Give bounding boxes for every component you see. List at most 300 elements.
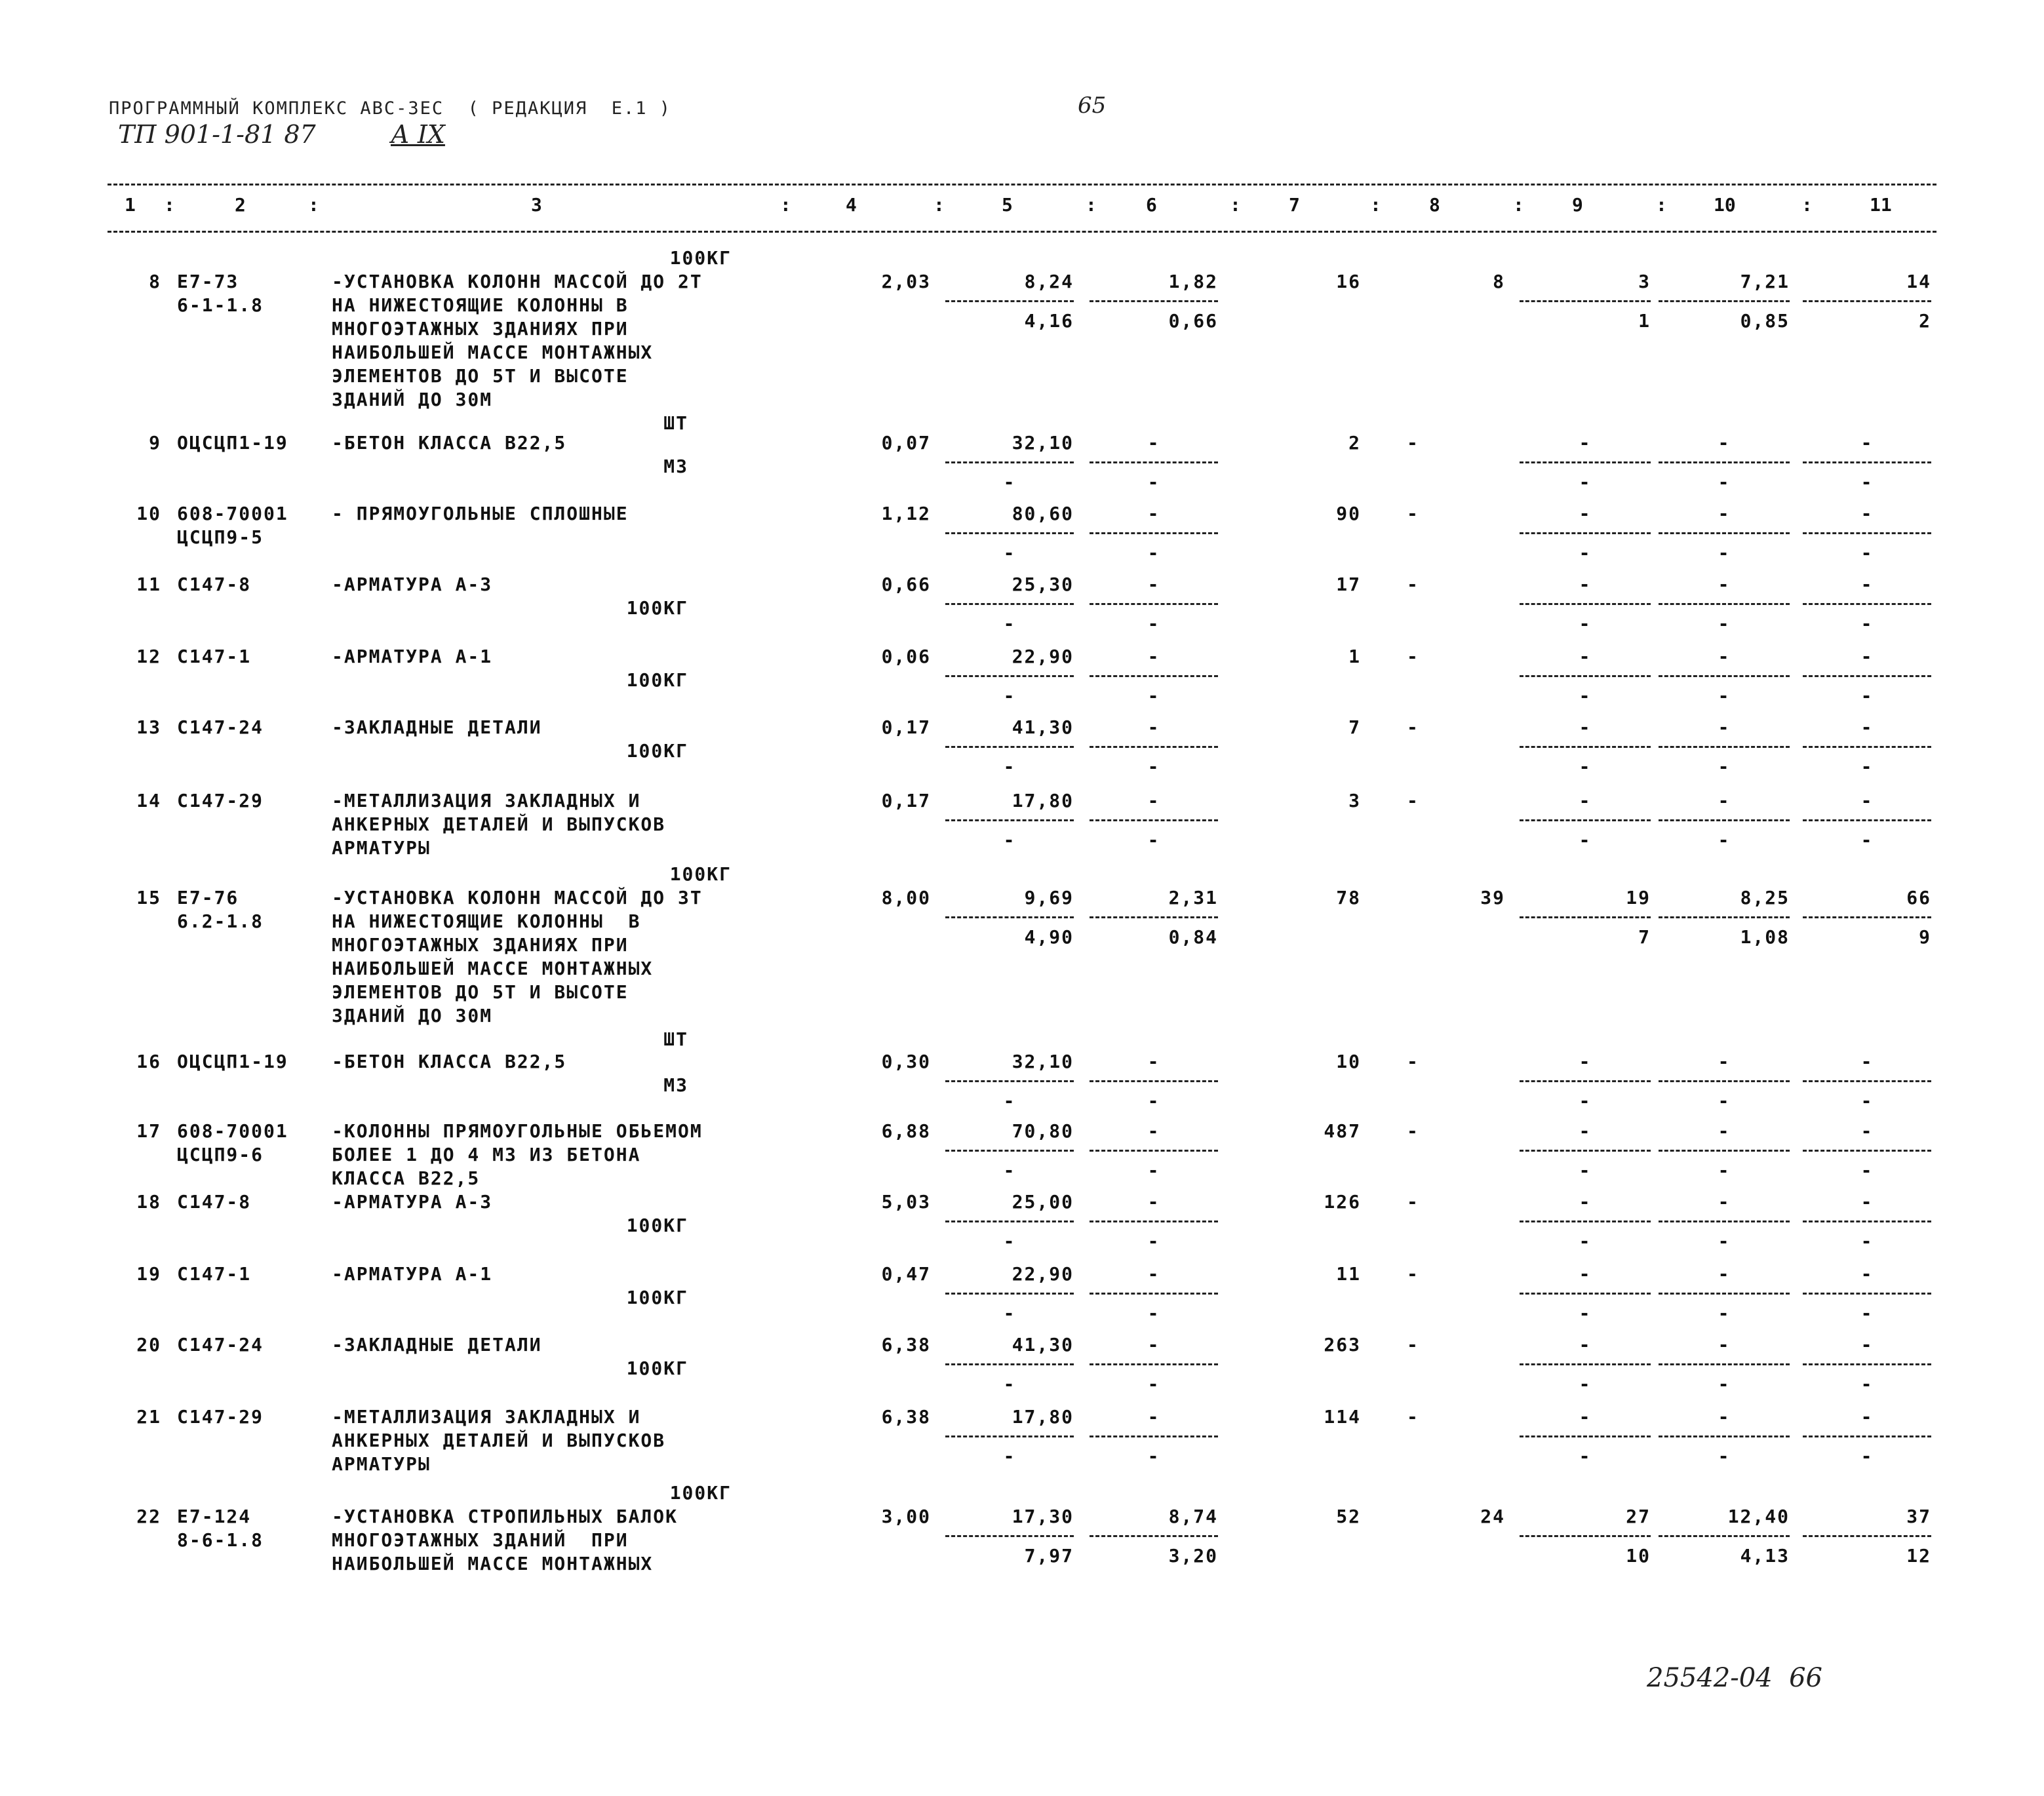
header-bottom-rule	[108, 231, 1936, 233]
col7-value: 3	[1348, 790, 1361, 811]
unit-label: М3	[663, 1074, 688, 1096]
unit-label: 100КГ	[669, 247, 732, 269]
unit-cost-fraction-line	[945, 1220, 1074, 1222]
quantity-value: 6,38	[881, 1406, 931, 1428]
col9-value-bottom: -	[1579, 1302, 1592, 1324]
col10-value-top: -	[1718, 1120, 1731, 1142]
col10-value-top: -	[1718, 1191, 1731, 1213]
unit-cost-top: 32,10	[1012, 1051, 1074, 1072]
col8-value: -	[1407, 716, 1419, 738]
column-separator: :	[1513, 194, 1524, 216]
wage-cost-fraction-line	[1090, 1435, 1218, 1437]
album-label: А IX	[391, 120, 445, 149]
column-header-4: 4	[846, 194, 857, 216]
col9-value-bottom: -	[1579, 542, 1592, 564]
col9-value-fraction-line	[1520, 916, 1651, 918]
wage-cost-bottom: -	[1147, 829, 1160, 851]
col11-value-top: -	[1860, 1051, 1874, 1072]
unit-label: ШТ	[663, 412, 688, 434]
row-number: 20	[136, 1334, 161, 1356]
col9-value-fraction-line	[1520, 819, 1651, 821]
wage-cost-fraction-line	[1090, 461, 1218, 463]
column-separator: :	[164, 194, 175, 216]
unit-cost-bottom: -	[1003, 1090, 1016, 1112]
unit-cost-top: 9,69	[1024, 887, 1074, 908]
col9-value-fraction-line	[1520, 1363, 1651, 1365]
work-description: -АРМАТУРА А-1	[332, 1263, 493, 1285]
column-header-5: 5	[1002, 194, 1013, 216]
col9-value-fraction-line	[1520, 746, 1651, 748]
col7-value: 7	[1348, 716, 1361, 738]
col11-value-top: -	[1860, 646, 1874, 667]
wage-cost-bottom: -	[1147, 1230, 1160, 1252]
work-description: -ЗАКЛАДНЫЕ ДЕТАЛИ	[332, 1334, 542, 1356]
col9-value-top: -	[1579, 1263, 1592, 1285]
col9-value-bottom: 10	[1626, 1545, 1651, 1567]
unit-cost-fraction-line	[945, 746, 1074, 748]
col11-value-bottom: -	[1860, 1090, 1874, 1112]
row-number: 16	[136, 1051, 161, 1072]
col10-value-bottom: -	[1718, 1445, 1731, 1467]
quantity-value: 0,66	[881, 574, 931, 595]
col9-value-bottom: -	[1579, 471, 1592, 493]
column-separator: :	[780, 194, 791, 216]
unit-cost-top: 22,90	[1012, 646, 1074, 667]
unit-cost-bottom: -	[1003, 829, 1016, 851]
col11-value-bottom: -	[1860, 1230, 1874, 1252]
col11-value-fraction-line	[1803, 532, 1931, 534]
col8-value: -	[1407, 646, 1419, 667]
column-header-7: 7	[1289, 194, 1300, 216]
work-description: -АРМАТУРА А-3	[332, 574, 493, 595]
resource-code: 608-70001	[177, 503, 288, 524]
wage-cost-bottom: 0,66	[1168, 310, 1218, 332]
wage-cost-top: -	[1147, 1191, 1160, 1213]
col9-value-bottom: -	[1579, 1373, 1592, 1395]
col10-value-bottom: -	[1718, 613, 1731, 634]
wage-cost-fraction-line	[1090, 1150, 1218, 1152]
col9-value-top: -	[1579, 503, 1592, 524]
col11-value-top: 37	[1906, 1506, 1931, 1527]
column-separator: :	[1230, 194, 1241, 216]
work-description: -ЗАКЛАДНЫЕ ДЕТАЛИ	[332, 716, 542, 738]
row-number: 12	[136, 646, 161, 667]
unit-cost-top: 22,90	[1012, 1263, 1074, 1285]
unit-cost-fraction-line	[945, 1535, 1074, 1537]
col10-value-bottom: -	[1718, 756, 1731, 777]
col10-value-fraction-line	[1659, 1293, 1790, 1295]
wage-cost-top: -	[1147, 503, 1160, 524]
wage-cost-bottom: -	[1147, 1445, 1160, 1467]
wage-cost-fraction-line	[1090, 1220, 1218, 1222]
col7-value: 17	[1336, 574, 1361, 595]
col11-value-bottom: -	[1860, 756, 1874, 777]
unit-cost-fraction-line	[945, 461, 1074, 463]
col10-value-bottom: -	[1718, 471, 1731, 493]
col10-value-fraction-line	[1659, 819, 1790, 821]
col10-value-bottom: -	[1718, 685, 1731, 707]
unit-cost-fraction-line	[945, 1150, 1074, 1152]
resource-code: 8-6-1.8	[177, 1529, 264, 1551]
unit-cost-fraction-line	[945, 603, 1074, 605]
col9-value-bottom: 7	[1638, 926, 1651, 948]
resource-code: С147-24	[177, 716, 264, 738]
col10-value-top: -	[1718, 790, 1731, 811]
wage-cost-bottom: -	[1147, 1090, 1160, 1112]
row-number: 17	[136, 1120, 161, 1142]
column-header-2: 2	[235, 194, 246, 216]
col10-value-top: -	[1718, 1406, 1731, 1428]
col9-value-fraction-line	[1520, 1535, 1651, 1537]
unit-cost-top: 70,80	[1012, 1120, 1074, 1142]
unit-cost-top: 8,24	[1024, 271, 1074, 292]
unit-cost-fraction-line	[945, 1435, 1074, 1437]
col9-value-bottom: -	[1579, 1230, 1592, 1252]
col11-value-fraction-line	[1803, 1150, 1931, 1152]
col10-value-fraction-line	[1659, 1363, 1790, 1365]
row-number: 14	[136, 790, 161, 811]
col9-value-fraction-line	[1520, 1293, 1651, 1295]
col8-value: -	[1407, 1263, 1419, 1285]
unit-cost-bottom: 4,16	[1024, 310, 1074, 332]
col11-value-bottom: -	[1860, 685, 1874, 707]
work-description: НАИБОЛЬШЕЙ МАССЕ МОНТАЖНЫХ	[332, 1553, 654, 1574]
col10-value-top: -	[1718, 503, 1731, 524]
col11-value-fraction-line	[1803, 1220, 1931, 1222]
col10-value-bottom: -	[1718, 542, 1731, 564]
col11-value-fraction-line	[1803, 300, 1931, 302]
col7-value: 114	[1324, 1406, 1361, 1428]
row-number: 13	[136, 716, 161, 738]
row-number: 11	[136, 574, 161, 595]
col10-value-bottom: -	[1718, 829, 1731, 851]
col11-value-fraction-line	[1803, 746, 1931, 748]
col9-value-top: -	[1579, 1334, 1592, 1356]
column-separator: :	[308, 194, 319, 216]
work-description: АРМАТУРЫ	[332, 1453, 431, 1475]
wage-cost-top: -	[1147, 574, 1160, 595]
work-description: -БЕТОН КЛАССА В22,5	[332, 1051, 567, 1072]
wage-cost-bottom: 3,20	[1168, 1545, 1218, 1567]
wage-cost-bottom: 0,84	[1168, 926, 1218, 948]
col10-value-top: -	[1718, 574, 1731, 595]
unit-label: ШТ	[663, 1028, 688, 1050]
col10-value-fraction-line	[1659, 1150, 1790, 1152]
wage-cost-fraction-line	[1090, 1293, 1218, 1295]
work-description: КЛАССА В22,5	[332, 1167, 481, 1189]
col11-value-fraction-line	[1803, 1535, 1931, 1537]
col10-value-bottom: 1,08	[1740, 926, 1790, 948]
quantity-value: 0,07	[881, 432, 931, 454]
col8-value: -	[1407, 432, 1419, 454]
col11-value-top: -	[1860, 1334, 1874, 1356]
col8-value: -	[1407, 1120, 1419, 1142]
col9-value-top: -	[1579, 790, 1592, 811]
col11-value-top: -	[1860, 574, 1874, 595]
col9-value-top: 19	[1626, 887, 1651, 908]
unit-label: 100КГ	[626, 669, 688, 691]
column-header-6: 6	[1146, 194, 1157, 216]
unit-cost-top: 32,10	[1012, 432, 1074, 454]
resource-code: 6-1-1.8	[177, 294, 264, 316]
work-description: БОЛЕЕ 1 ДО 4 М3 ИЗ БЕТОНА	[332, 1144, 641, 1165]
col11-value-top: 14	[1906, 271, 1931, 292]
unit-cost-bottom: -	[1003, 756, 1016, 777]
column-separator: :	[934, 194, 945, 216]
unit-cost-top: 17,80	[1012, 1406, 1074, 1428]
col10-value-top: 7,21	[1740, 271, 1790, 292]
wage-cost-top: 2,31	[1168, 887, 1218, 908]
col8-value: -	[1407, 790, 1419, 811]
col8-value: -	[1407, 503, 1419, 524]
col9-value-bottom: -	[1579, 1445, 1592, 1467]
unit-cost-bottom: 4,90	[1024, 926, 1074, 948]
column-separator: :	[1086, 194, 1097, 216]
unit-cost-bottom: -	[1003, 1445, 1016, 1467]
col8-value: 39	[1480, 887, 1505, 908]
col9-value-top: -	[1579, 574, 1592, 595]
unit-cost-fraction-line	[945, 916, 1074, 918]
column-header-8: 8	[1429, 194, 1440, 216]
col8-value: -	[1407, 1334, 1419, 1356]
work-description: НА НИЖЕСТОЯЩИЕ КОЛОННЫ В	[332, 910, 641, 932]
unit-cost-bottom: -	[1003, 471, 1016, 493]
unit-label: 100КГ	[626, 597, 688, 619]
col8-value: -	[1407, 1051, 1419, 1072]
col11-value-fraction-line	[1803, 1435, 1931, 1437]
row-number: 19	[136, 1263, 161, 1285]
col9-value-top: -	[1579, 716, 1592, 738]
resource-code: Е7-73	[177, 271, 239, 292]
resource-code: С147-8	[177, 574, 252, 595]
row-number: 10	[136, 503, 161, 524]
col9-value-fraction-line	[1520, 1435, 1651, 1437]
wage-cost-bottom: -	[1147, 1302, 1160, 1324]
resource-code: ОЦСЦП1-19	[177, 1051, 288, 1072]
resource-code: 6.2-1.8	[177, 910, 264, 932]
wage-cost-top: -	[1147, 1263, 1160, 1285]
work-description: -КОЛОННЫ ПРЯМОУГОЛЬНЫЕ ОБЬЕМОМ	[332, 1120, 703, 1142]
col10-value-fraction-line	[1659, 603, 1790, 605]
col11-value-top: -	[1860, 1263, 1874, 1285]
unit-label: 100КГ	[626, 740, 688, 762]
col10-value-bottom: -	[1718, 1302, 1731, 1324]
col11-value-top: -	[1860, 1120, 1874, 1142]
col9-value-fraction-line	[1520, 1080, 1651, 1082]
wage-cost-fraction-line	[1090, 603, 1218, 605]
unit-cost-top: 17,30	[1012, 1506, 1074, 1527]
unit-cost-fraction-line	[945, 1363, 1074, 1365]
col11-value-top: -	[1860, 503, 1874, 524]
wage-cost-fraction-line	[1090, 819, 1218, 821]
col7-value: 90	[1336, 503, 1361, 524]
col10-value-fraction-line	[1659, 1080, 1790, 1082]
col10-value-bottom: -	[1718, 1373, 1731, 1395]
unit-cost-top: 41,30	[1012, 716, 1074, 738]
column-header-11: 11	[1870, 194, 1892, 216]
quantity-value: 0,17	[881, 790, 931, 811]
wage-cost-bottom: -	[1147, 471, 1160, 493]
wage-cost-fraction-line	[1090, 1080, 1218, 1082]
col9-value-bottom: -	[1579, 613, 1592, 634]
work-description: МНОГОЭТАЖНЫХ ЗДАНИЯХ ПРИ	[332, 934, 629, 956]
wage-cost-top: -	[1147, 790, 1160, 811]
col11-value-bottom: -	[1860, 829, 1874, 851]
wage-cost-top: 1,82	[1168, 271, 1218, 292]
col9-value-top: -	[1579, 1406, 1592, 1428]
unit-cost-fraction-line	[945, 819, 1074, 821]
col10-value-fraction-line	[1659, 300, 1790, 302]
col9-value-top: 27	[1626, 1506, 1651, 1527]
col9-value-bottom: -	[1579, 1090, 1592, 1112]
resource-code: ЦСЦП9-6	[177, 1144, 264, 1165]
col11-value-fraction-line	[1803, 916, 1931, 918]
wage-cost-bottom: -	[1147, 756, 1160, 777]
col10-value-top: -	[1718, 646, 1731, 667]
resource-code: Е7-76	[177, 887, 239, 908]
wage-cost-top: -	[1147, 716, 1160, 738]
row-number: 15	[136, 887, 161, 908]
page-number: 65	[1078, 92, 1107, 119]
unit-cost-bottom: -	[1003, 1373, 1016, 1395]
resource-code: С147-29	[177, 1406, 264, 1428]
quantity-value: 3,00	[881, 1506, 931, 1527]
unit-cost-bottom: -	[1003, 1302, 1016, 1324]
unit-cost-bottom: -	[1003, 613, 1016, 634]
row-number: 22	[136, 1506, 161, 1527]
col8-value: -	[1407, 1191, 1419, 1213]
resource-code: Е7-124	[177, 1506, 252, 1527]
col11-value-top: -	[1860, 1191, 1874, 1213]
row-number: 21	[136, 1406, 161, 1428]
unit-label: 100КГ	[669, 1482, 732, 1504]
col9-value-top: -	[1579, 646, 1592, 667]
col10-value-bottom: -	[1718, 1160, 1731, 1181]
col11-value-bottom: -	[1860, 542, 1874, 564]
wage-cost-top: -	[1147, 1120, 1160, 1142]
column-header-3: 3	[531, 194, 542, 216]
col11-value-bottom: -	[1860, 1445, 1874, 1467]
col8-value: -	[1407, 574, 1419, 595]
unit-cost-top: 17,80	[1012, 790, 1074, 811]
col10-value-fraction-line	[1659, 1435, 1790, 1437]
col11-value-bottom: -	[1860, 471, 1874, 493]
unit-cost-top: 25,30	[1012, 574, 1074, 595]
wage-cost-bottom: -	[1147, 685, 1160, 707]
col10-value-top: 12,40	[1727, 1506, 1790, 1527]
row-number: 8	[149, 271, 161, 292]
work-description: ЗДАНИЙ ДО 30М	[332, 389, 493, 410]
program-header: ПРОГРАММНЫЙ КОМПЛЕКС АВС-3ЕС ( РЕДАКЦИЯ Е.1 )	[109, 98, 672, 119]
col9-value-top: -	[1579, 432, 1592, 454]
quantity-value: 2,03	[881, 271, 931, 292]
unit-label: 100КГ	[669, 863, 732, 885]
wage-cost-bottom: -	[1147, 1373, 1160, 1395]
unit-cost-fraction-line	[945, 1080, 1074, 1082]
wage-cost-top: -	[1147, 1406, 1160, 1428]
col10-value-fraction-line	[1659, 1535, 1790, 1537]
col11-value-fraction-line	[1803, 1080, 1931, 1082]
quantity-value: 6,38	[881, 1334, 931, 1356]
col9-value-bottom: -	[1579, 685, 1592, 707]
resource-code: С147-1	[177, 646, 252, 667]
wage-cost-top: 8,74	[1168, 1506, 1218, 1527]
unit-cost-bottom: -	[1003, 1230, 1016, 1252]
resource-code: ЦСЦП9-5	[177, 526, 264, 548]
unit-cost-fraction-line	[945, 300, 1074, 302]
work-description: -МЕТАЛЛИЗАЦИЯ ЗАКЛАДНЫХ И	[332, 1406, 641, 1428]
col11-value-top: 66	[1906, 887, 1931, 908]
col10-value-top: 8,25	[1740, 887, 1790, 908]
col8-value: -	[1407, 1406, 1419, 1428]
quantity-value: 1,12	[881, 503, 931, 524]
quantity-value: 6,88	[881, 1120, 931, 1142]
wage-cost-bottom: -	[1147, 1160, 1160, 1181]
col9-value-fraction-line	[1520, 603, 1651, 605]
unit-cost-bottom: -	[1003, 1160, 1016, 1181]
unit-label: 100КГ	[626, 1215, 688, 1236]
col11-value-fraction-line	[1803, 675, 1931, 677]
resource-code: С147-8	[177, 1191, 252, 1213]
col10-value-fraction-line	[1659, 746, 1790, 748]
unit-label: М3	[663, 456, 688, 477]
col11-value-bottom: 12	[1906, 1545, 1931, 1567]
col9-value-fraction-line	[1520, 1220, 1651, 1222]
unit-label: 100КГ	[626, 1357, 688, 1379]
quantity-value: 0,30	[881, 1051, 931, 1072]
wage-cost-fraction-line	[1090, 916, 1218, 918]
col7-value: 16	[1336, 271, 1361, 292]
col7-value: 52	[1336, 1506, 1361, 1527]
col9-value-fraction-line	[1520, 300, 1651, 302]
work-description: АРМАТУРЫ	[332, 837, 431, 859]
col11-value-fraction-line	[1803, 461, 1931, 463]
col7-value: 1	[1348, 646, 1361, 667]
col10-value-bottom: 0,85	[1740, 310, 1790, 332]
work-description: -УСТАНОВКА СТРОПИЛЬНЫХ БАЛОК	[332, 1506, 678, 1527]
col7-value: 2	[1348, 432, 1361, 454]
quantity-value: 0,47	[881, 1263, 931, 1285]
wage-cost-fraction-line	[1090, 1535, 1218, 1537]
col9-value-fraction-line	[1520, 1150, 1651, 1152]
wage-cost-top: -	[1147, 1051, 1160, 1072]
col10-value-fraction-line	[1659, 532, 1790, 534]
wage-cost-bottom: -	[1147, 613, 1160, 634]
col11-value-fraction-line	[1803, 1363, 1931, 1365]
col9-value-bottom: -	[1579, 756, 1592, 777]
work-description: НАИБОЛЬШЕЙ МАССЕ МОНТАЖНЫХ	[332, 342, 654, 363]
work-description: -МЕТАЛЛИЗАЦИЯ ЗАКЛАДНЫХ И	[332, 790, 641, 811]
column-separator: :	[1656, 194, 1667, 216]
col7-value: 263	[1324, 1334, 1361, 1356]
col8-value: 24	[1480, 1506, 1505, 1527]
work-description: НА НИЖЕСТОЯЩИЕ КОЛОННЫ В	[332, 294, 629, 316]
resource-code: С147-1	[177, 1263, 252, 1285]
work-description: АНКЕРНЫХ ДЕТАЛЕЙ И ВЫПУСКОВ	[332, 813, 666, 835]
resource-code: ОЦСЦП1-19	[177, 432, 288, 454]
work-description: -УСТАНОВКА КОЛОНН МАССОЙ ДО 3Т	[332, 887, 703, 908]
work-description: -УСТАНОВКА КОЛОНН МАССОЙ ДО 2Т	[332, 271, 703, 292]
work-description: МНОГОЭТАЖНЫХ ЗДАНИЙ ПРИ	[332, 1529, 629, 1551]
col11-value-bottom: 2	[1919, 310, 1931, 332]
work-description: ЭЛЕМЕНТОВ ДО 5Т И ВЫСОТЕ	[332, 981, 629, 1003]
col10-value-fraction-line	[1659, 1220, 1790, 1222]
col9-value-top: -	[1579, 1191, 1592, 1213]
work-description: -АРМАТУРА А-1	[332, 646, 493, 667]
col9-value-top: -	[1579, 1120, 1592, 1142]
col11-value-bottom: -	[1860, 613, 1874, 634]
col9-value-fraction-line	[1520, 532, 1651, 534]
